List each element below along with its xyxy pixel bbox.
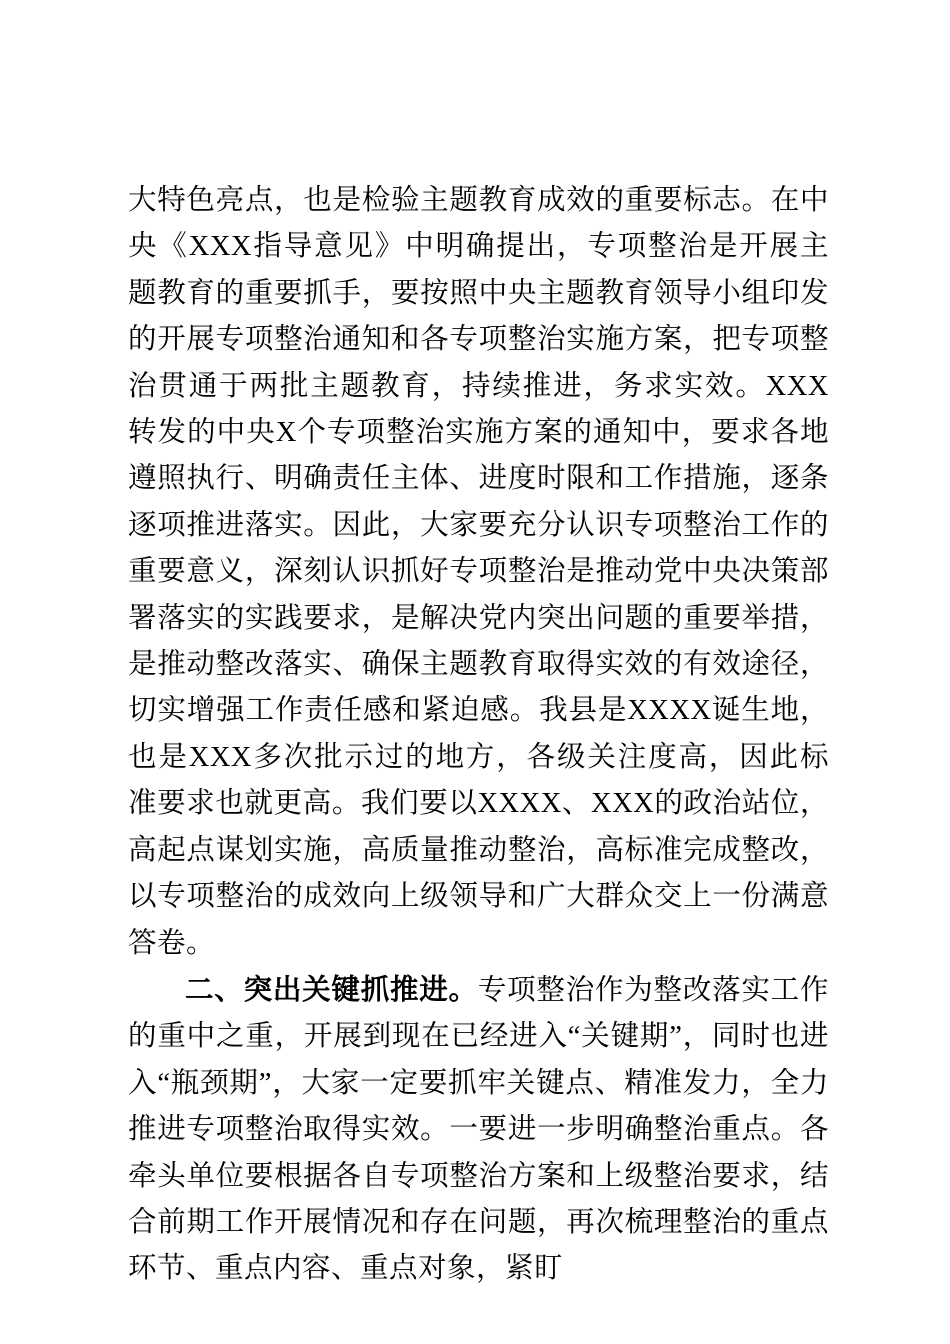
section-two-text: 专项整治作为整改落实工作的重中之重，开展到现在已经进入“关键期”，同时也进入“瓶颈期”，大家一定要抓牢关键点、精准发力，全力推进专项整治取得实效。一要进一步明确整治重点。各牵头单位要根据各自专项整治方案和上级整治要求，结合前期工作开展情况和存在问题，再次梳理整治的重点环节、重点内容、重点对象，紧盯 xyxy=(128,974,829,1285)
paragraph-section-two xyxy=(128,967,829,1293)
section-two-heading: 二、突出关键抓推进。 xyxy=(185,973,478,1006)
paragraph-continuation-text: 大特色亮点，也是检验主题教育成效的重要标志。在中央《XXX指导意见》中明确提出，专项整治是开展主题教育的重要抓手，要按照中央主题教育领导小组印发的开展专项整治通知和各专项整治实施方案，把专项整治贯通于两批主题教育，持续推进，务求实效。XXX转发的中央X个专项整治实施方案的通知中，要求各地遵照执行、明确责任主体、进度时限和工作措施，逐条逐项推进落实。因此，大家要充分认识专项整治工作的重要意义，深刻认识抓好专项整治是推动党中央决策部署落实的实践要求，是解决党内突出问题的重要举措，是推动整改落实、确保主题教育取得实效的有效途径，切实增强工作责任感和紧迫感。我县是XXXX诞生地，也是XXX多次批示过的地方，各级关注度高，因此标准要求也就更高。我们要以XXXX、XXX的政治站位，高起点谋划实施，高质量推动整治，高标准完成整改，以专项整治的成效向上级领导和广大群众交上一份满意答卷。 xyxy=(128,185,829,959)
paragraph-continuation xyxy=(128,178,829,967)
